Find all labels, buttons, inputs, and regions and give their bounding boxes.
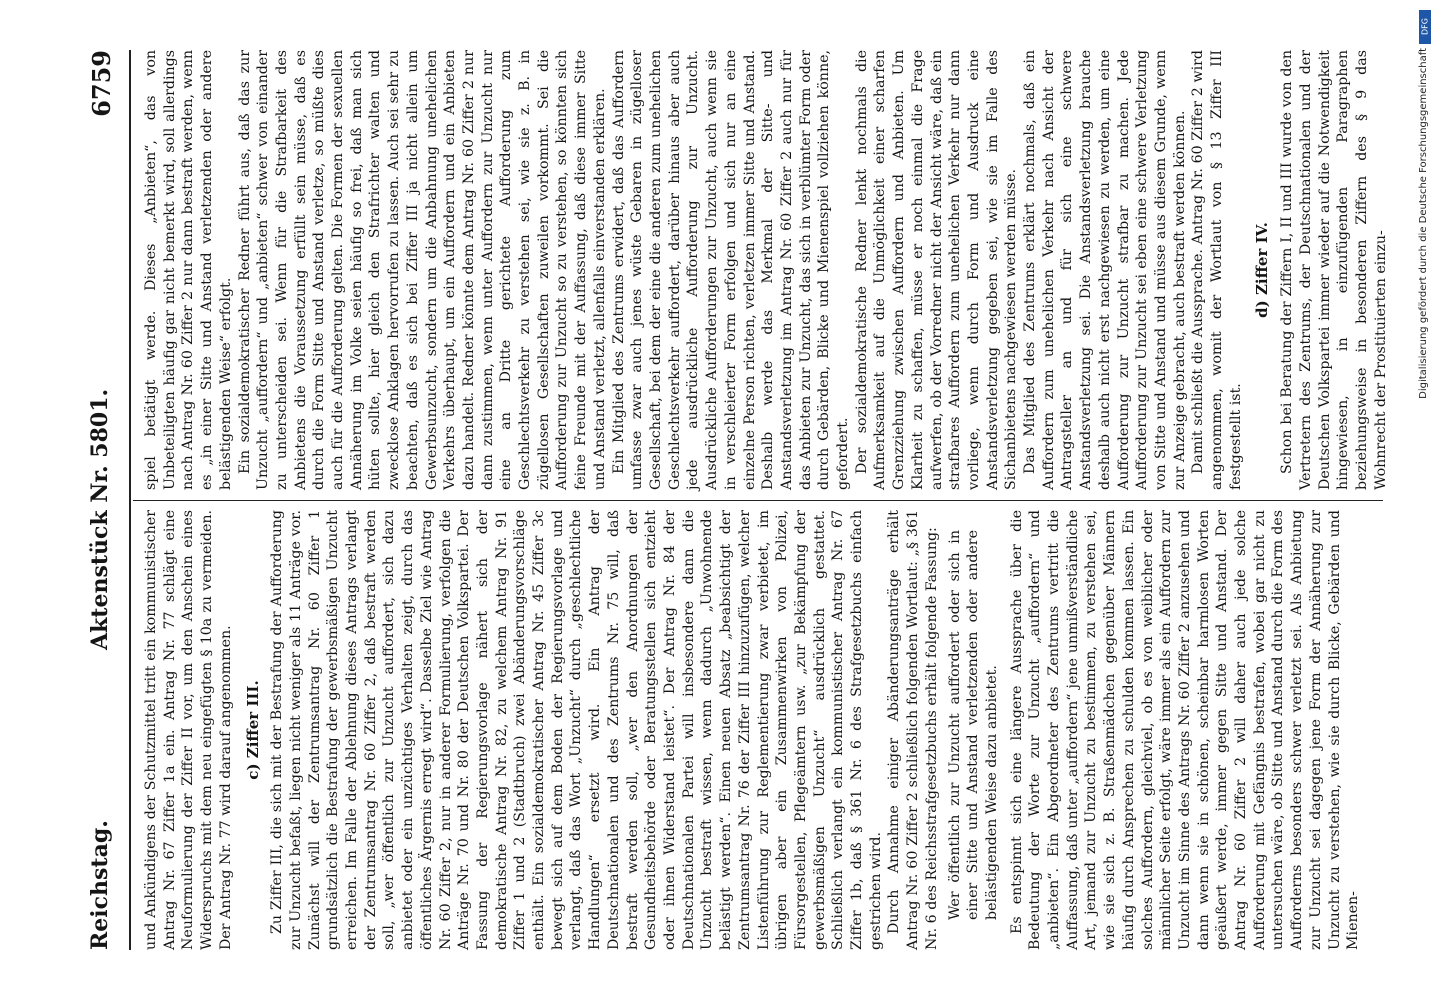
right-paragraph-4: Der sozialdemokratische Redner lenkt nochmals die Aufmerksamkeit auf die Unmöglichkeit einer scharfen Grenzziehung zwischen Auffordern und Anbieten. Um Klarheit zu schaffen, müsse er noch einmal die Frage aufwerfen, ob der Vorredner nicht der Ansicht wäre, daß ein strafbares Auffordern zum unehelichen Verkehr nur dann vorliege, wenn durch Form und Ausdruck eine Anstandsverletzung gegeben sei, wie sie im Falle des Sichanbietens nachgewiesen werden müsse.	[853, 50, 1020, 490]
right-paragraph-6: Damit schließt die Aussprache. Antrag Nr. 60 Ziffer 2 wird angenommen, womit der Wortlaut von § 13 Ziffer III festgestellt ist.	[1190, 50, 1244, 490]
left-paragraph-4: Es entspinnt sich eine längere Aussprache über die Bedeutung der Worte zur Unzucht „auffordern“ und „anbieten“. Ein Abgeordneter des Zentrums vertritt die Auffassung, daß unter „auffordern“ jene unmißverständliche Art, jemand zur Unzucht zu bestimmen, zu verstehen sei, wie sie sich z. B. Straßenmädchen gegenüber Männern häufig durch Ansprechen zu schulden kommen lassen. Ein solches Auffordern, gleichviel, ob es von weiblicher oder männlicher Seite erfolgt, wäre immer als ein Auffordern zur Unzucht im Sinne des Antrags Nr. 60 Ziffer 2 anzusehen und dann wenn sie in schönen, scheinbar harmlosen Worten geäußert werde, immer gegen Sitte und Anstand. Der Antrag Nr. 60 Ziffer 2 will daher auch jede solche Aufforderung mit Gefängnis bestrafen, wobei gar nicht zu untersuchen wäre, ob Sitte und Anstand durch die Form des Aufforderns besonders schwer verletzt sei. Als Anbietung zur Unzucht sei dagegen jene Form der Annäherung zur Unzucht zu verstehen, wie sie durch Blicke, Gebärden und Mienen-	[1008, 510, 1362, 950]
section-heading-d: d) Ziffer IV.	[1253, 222, 1272, 318]
right-paragraph-5: Das Mitglied des Zentrums erklärt nochmals, daß ein Auffordern zum unehelichen Verkehr nach Ansicht der Antragsteller an und für sich eine schwere Anstandsverletzung sei. Die Anstandsverletzung brauche deshalb auch nicht erst nachgewiesen zu werden, um eine Aufforderung zur Unzucht strafbar zu machen. Jede Aufforderung zur Unzucht sei eben eine schwere Verletzung von Sitte und Anstand und müsse aus diesem Grunde, wenn zur Anzeige gebracht, auch bestraft werden können.	[1022, 50, 1188, 490]
left-column	[142, 510, 1372, 950]
left-paragraph-2: Zu Ziffer III, die sich mit der Bestrafung der Aufforderung zur Unzucht befaßt, liegen nicht weniger als 11 Anträge vor. Zunächst will der Zentrumsantrag Nr. 60 Ziffer 1 grundsätzlich die Bestrafung der gewerbsmäßigen Unzucht erreichen. Im Falle der Ablehnung dieses Antrags verlangt der Zentrumsantrag Nr. 60 Ziffer 2, daß bestraft werden soll, „wer öffentlich zur Unzucht auffordert, sich dazu anbietet oder ein unzüchtiges Verhalten zeigt, durch das öffentliches Ärgernis erregt wird“. Dasselbe Ziel wie Antrag Nr. 60 Ziffer 2, nur in anderer Formulierung, verfolgen die Anträge Nr. 70 und Nr. 80 der Deutschen Volkspartei. Der Fassung der Regierungsvorlage nähert sich der demokratische Antrag Nr. 82, zu welchem Antrag Nr. 91 Ziffer 1 und 2 (Stadtbruch) zwei Abänderungsvorschläge enthält. Ein sozialdemokratischer Antrag Nr. 45 Ziffer 3c bewegt sich auf dem Boden der Regierungsvorlage und verlangt, daß das Wort „Unzucht“ durch „geschlechtliche Handlungen“ ersetzt wird. Ein Antrag der Deutschnationalen und des Zentrums Nr. 75 will, daß bestraft werden soll, „wer den Anordnungen der Gesundheitsbehörde oder Beratungsstellen sich entzieht oder ihnen Widerstand leistet“. Der Antrag Nr. 84 der Deutschnationalen Partei will insbesondere dann die Unzucht bestraft wissen, wenn dadurch „Unwohnende belästigt werden“. Einen neuen Absatz „beabsichtigt der Zentrumsantrag Nr. 76 der Ziffer III hinzuzufügen, welcher Listenführung zur Reglementierung zwar verbietet, im übrigen aber ein Zusammenwirken von Polizei, Fürsorgestellen, Pflegeämtern usw. „zur Bekämpfung der gewerbsmäßigen Unzucht“ ausdrücklich gestattet. Schließlich verlangt ein kommunistischer Antrag Nr. 67 Ziffer 1b, daß § 361 Nr. 6 des Strafgesetzbuchs einfach gestrichen wird.	[269, 510, 884, 950]
right-column	[142, 50, 1389, 490]
digitization-credit	[1418, 8, 1432, 998]
column-divider	[133, 500, 1383, 501]
left-paragraph-1: und Ankündigens der Schutzmittel tritt ein kommunistischer Antrag Nr. 67 Ziffer 1a ein. Antrag Nr. 77 schlägt eine Neuformulierung der Ziffer II vor, um den Anschein eines Widerspruchs mit dem neu eingefügten § 10a zu vermeiden. Der Antrag Nr. 77 wird darauf angenommen.	[143, 510, 234, 950]
section-heading-c: c) Ziffer III.	[243, 680, 262, 780]
header-left: Reichstag.	[87, 820, 113, 950]
right-paragraph-2: Ein sozialdemokratischer Redner führt aus, daß das zur Unzucht „auffordern“ und „anbieten“ schwer von einander zu unterscheiden sei. Wenn für die Strafbarkeit des Anbietens die Voraussetzung erfüllt sein müsse, daß es durch die Form Sitte und Anstand verletze, so müßte dies auch für die Aufforderung gelten. Die Formen der sexuellen Annäherung im Volke seien häufig so frei, daß man sich hüten sollte, hier gleich den Strafrichter walten und zwecklose Anklagen hervorrufen zu lassen. Auch sei sehr zu beachten, daß es sich bei Ziffer III ja nicht allein um Gewerbsunzucht, sondern um die Anbahnung unehelichen Verkehrs überhaupt, um ein Auffordern und ein Anbieten dazu handelt. Redner könnte dem Antrag Nr. 60 Ziffer 2 nur dann zustimmen, wenn unter Auffordern zur Unzucht nur eine an Dritte gerichtete Aufforderung zum Geschlechtsverkehr zu verstehen sei, wie sie z. B. in zügellosen Gesellschaften zuweilen vorkommt. Sei die Aufforderung zur Unzucht so zu verstehen, so könnten sich feine Freunde mit der Auffassung, daß diese immer Sitte und Anstand verletzt, allenfalls einverstanden erklären.	[236, 50, 608, 490]
header-rule	[129, 50, 131, 950]
right-paragraph-7: Schon bei Beratung der Ziffern I, II und III wurde von den Vertretern des Zentrums, der Deutschnationalen und der Deutschen Volkspartei immer wieder auf die Notwendigkeit hingewiesen, in einzufügenden Paragraphen beziehungsweise in besonderen Ziffern des § 9 das Wohnrecht der Prostituierten einzu-	[1279, 50, 1389, 490]
scanned-page	[27, 20, 1407, 980]
page-number: 6759	[87, 50, 116, 117]
header-title: Aktenstück Nr. 5801.	[87, 388, 113, 650]
page-header	[87, 50, 127, 950]
dfg-logo: DFG	[1419, 10, 1431, 44]
right-paragraph-3: Ein Mitglied des Zentrums erwidert, daß das Auffordern umfasse zwar auch jenes wüste Gebaren in zügelloser Gesellschaft, bei dem der eine die anderen zum unehelichen Geschlechtsverkehr auffordert, darüber hinaus aber auch jede ausdrückliche Aufforderung zur Unzucht. Ausdrückliche Aufforderungen zur Unzucht, auch wenn sie in verschleierter Form erfolgen und sich nur an eine einzelne Person richten, verletzen immer Sitte und Anstand. Deshalb werde das Merkmal der Sitte- und Anstandsverletzung im Antrag Nr. 60 Ziffer 2 auch nur für das Anbieten zur Unzucht, das sich in verblümter Form oder durch Gebärden, Blicke und Mienenspiel vollziehen könne, gefordert.	[610, 50, 852, 490]
quoted-text: Wer öffentlich zur Unzucht auffordert oder sich in einer Sitte und Anstand verletzenden oder andere belästigenden Weise dazu anbietet.	[946, 530, 1000, 920]
credit-text: Digitalisierung gefördert durch die Deutsche Forschungsgemeinschaft	[1418, 48, 1429, 399]
left-paragraph-3: Durch Annahme einiger Abänderungsanträge erhält Antrag Nr. 60 Ziffer 2 schließlich folgenden Wortlaut: „§ 361 Nr. 6 des Reichsstrafgesetzbuchs erhält folgende Fassung:	[886, 510, 940, 950]
right-paragraph-1: spiel betätigt werde. Dieses „Anbieten“, das von Unbeteiligten häufig gar nicht bemerkt wird, soll allerdings nach Antrag Nr. 60 Ziffer 2 nur dann bestraft werden, wenn es „in einer Sitte und Anstand verletzenden oder andere belästigenden Weise“ erfolgt.	[143, 50, 234, 490]
